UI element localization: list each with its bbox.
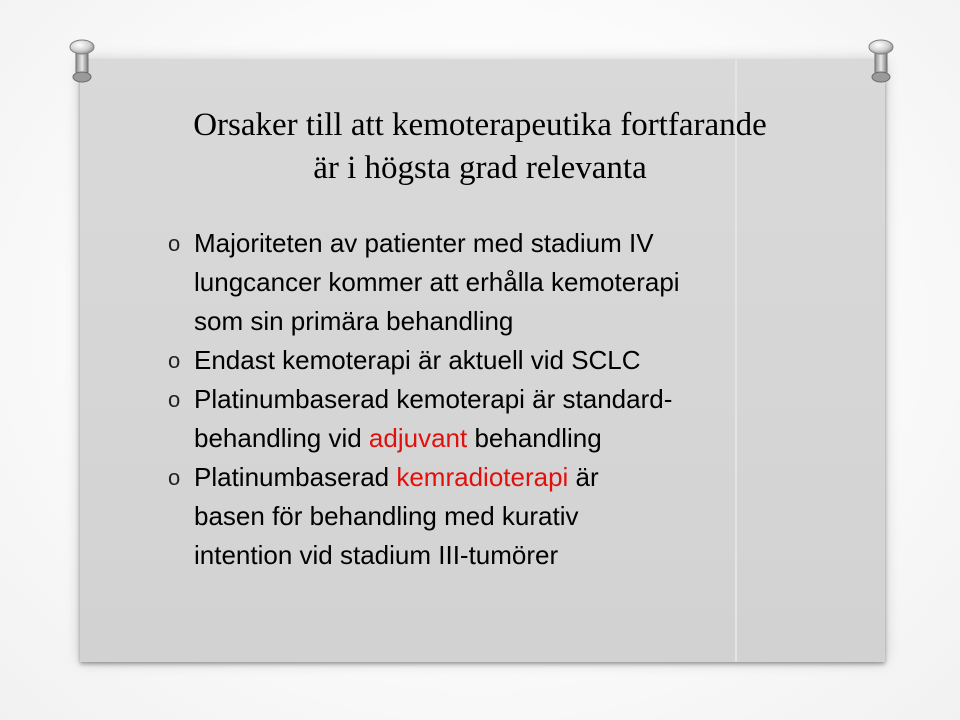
bullet-text-line: intention vid stadium III-tumörer	[194, 540, 559, 570]
bullet-text-line	[194, 458, 808, 497]
highlighted-term: adjuvant	[368, 423, 468, 453]
bullet-circle-icon: o	[168, 465, 181, 490]
bullet-text-line: Majoriteten av patienter med stadium IV	[194, 228, 654, 258]
bullet-text-line: basen för behandling med kurativ	[194, 501, 579, 531]
bullet-item	[168, 458, 808, 575]
bullet-text-line: Platinumbaserad kemoterapi är standard-	[194, 384, 673, 414]
bullet-text-segment: behandling	[467, 423, 602, 453]
bullet-text-segment: Platinumbaserad	[194, 462, 397, 492]
bullet-list	[168, 224, 808, 575]
bullet-item	[168, 224, 808, 341]
bullet-text-segment: är	[568, 462, 599, 492]
bullet-item	[168, 380, 808, 458]
slide-title-line: är i högsta grad relevanta	[313, 150, 647, 186]
bullet-text-line: lungcancer kommer att erhålla kemoterapi	[194, 267, 680, 297]
slide-title-line: Orsaker till att kemoterapeutika fortfarande	[193, 107, 767, 143]
bullet-text-line: som sin primära behandling	[194, 306, 514, 336]
bullet-item	[168, 341, 808, 380]
bullet-text-line	[194, 419, 808, 458]
bullet-circle-icon: o	[168, 231, 181, 256]
slide-title	[80, 104, 880, 190]
pushpin-icon	[866, 38, 896, 84]
bullet-circle-icon: o	[168, 348, 181, 373]
bullet-circle-icon: o	[168, 387, 181, 412]
bullet-text-segment: behandling vid	[194, 423, 369, 453]
highlighted-term: kemradioterapi	[396, 462, 569, 492]
bullet-text-line: Endast kemoterapi är aktuell vid SCLC	[194, 345, 641, 375]
pushpin-icon	[67, 38, 97, 84]
